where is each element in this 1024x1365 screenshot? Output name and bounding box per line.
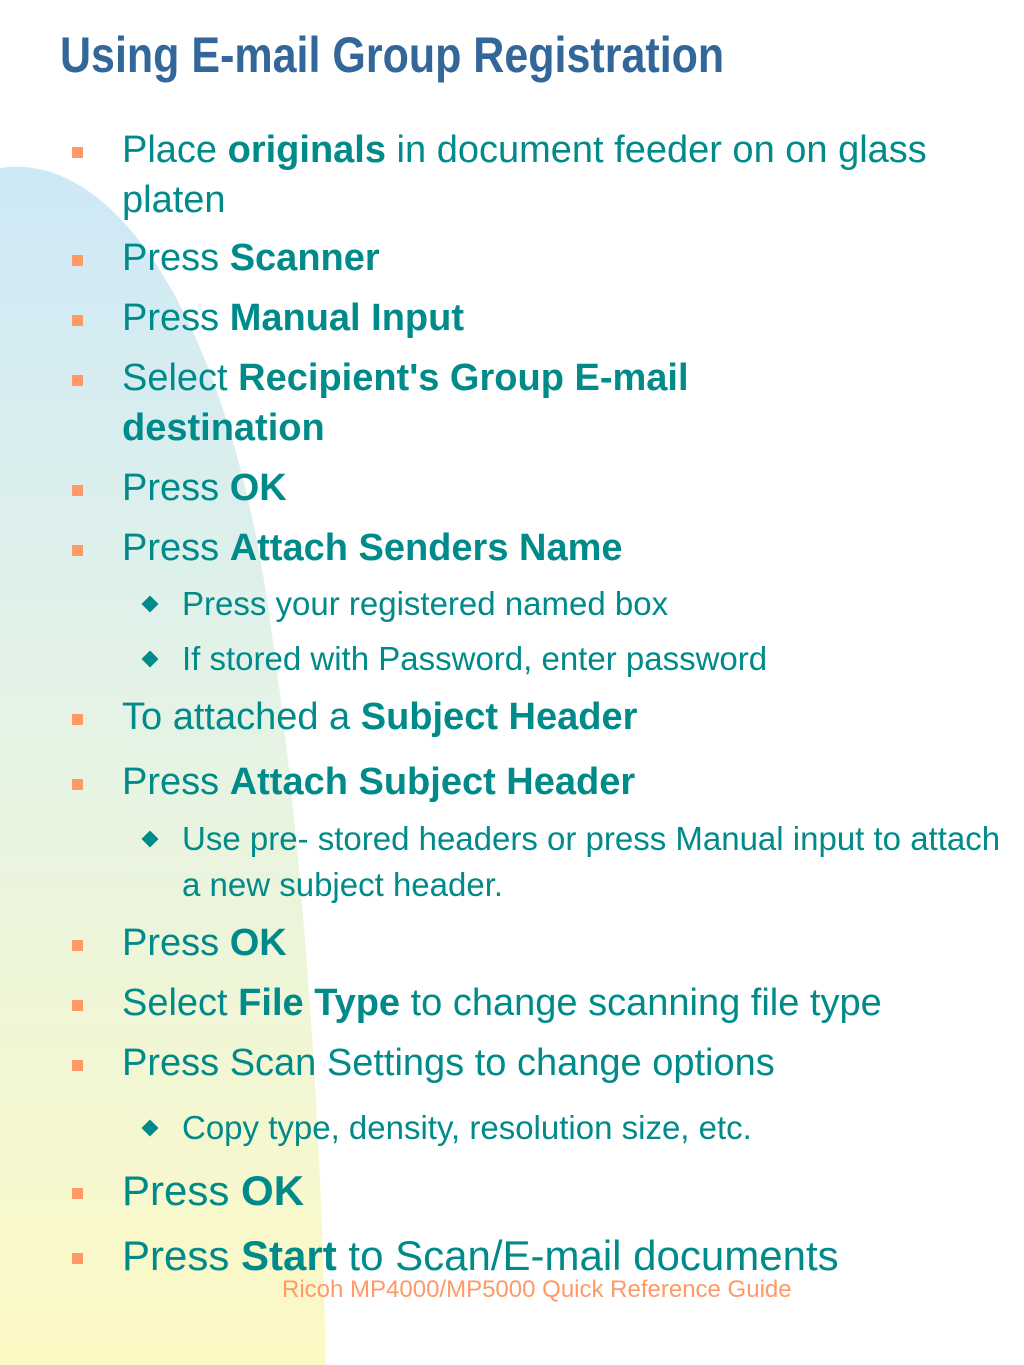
page-title: Using E-mail Group Registration [60, 27, 725, 83]
footer-caption: Ricoh MP4000/MP5000 Quick Reference Guide [282, 1276, 792, 1303]
bullet-subject-header [122, 692, 1002, 742]
bullet-attach-senders-name [122, 523, 1002, 573]
subbullet-password [182, 636, 1002, 682]
bullet-bold-text: Manual Input [229, 297, 465, 339]
subbullet-copy-type [182, 1105, 1002, 1151]
subbullet-text: If stored with Password, enter password [182, 640, 768, 677]
bullet-attach-subject-header [122, 757, 1002, 807]
bullet-text: Press [122, 297, 230, 339]
bullet-press-ok-2 [122, 918, 1002, 968]
bullet-press-manual-input [122, 293, 1002, 343]
bullet-text: Press [122, 467, 230, 509]
bullet-bold-text: File Type [238, 982, 401, 1024]
bullet-text: in document feeder on on glass platen [122, 129, 927, 221]
bullet-text: Press Scan Settings to change options [122, 1042, 775, 1084]
bullet-bold-text: Recipient's Group E-mail destination [122, 357, 689, 449]
bullet-text: Press [122, 527, 230, 569]
square-bullet-icon [72, 375, 83, 386]
bullet-text: Press [122, 761, 230, 803]
bullet-text: Select [122, 357, 239, 399]
square-bullet-icon [72, 315, 83, 326]
bullet-press-ok-1 [122, 463, 1002, 513]
square-bullet-icon [72, 255, 83, 266]
square-bullet-icon [72, 779, 83, 790]
subbullet-text: Use pre- stored headers or press Manual input to attach a new subject header. [182, 820, 1001, 903]
bullet-select-file-type [122, 978, 1002, 1028]
square-bullet-icon [72, 545, 83, 556]
square-bullet-icon [72, 1188, 83, 1199]
bullet-press-ok-3 [122, 1166, 1002, 1216]
bullet-bold-text: Start [241, 1232, 337, 1279]
subbullet-text: Press your registered named box [182, 585, 669, 622]
square-bullet-icon [72, 1060, 83, 1071]
bullet-scan-settings [122, 1038, 1002, 1088]
bullet-bold-text: Attach Subject Header [229, 761, 636, 803]
bullet-bold-text: Attach Senders Name [229, 527, 623, 569]
bullet-bold-text: originals [227, 129, 386, 171]
square-bullet-icon [72, 1000, 83, 1011]
bullet-bold-text: Scanner [229, 237, 380, 279]
bullet-text: Press [122, 1232, 242, 1279]
bullet-bold-text: OK [229, 922, 287, 964]
square-bullet-icon [72, 1253, 83, 1264]
bullet-press-start [122, 1231, 1002, 1281]
square-bullet-icon [72, 485, 83, 496]
square-bullet-icon [72, 147, 83, 158]
bullet-text: Press [122, 1167, 242, 1214]
bullet-bold-text: OK [241, 1167, 305, 1214]
subbullet-pre-stored-headers [182, 816, 1002, 908]
square-bullet-icon [72, 940, 83, 951]
bullet-text: Press [122, 922, 230, 964]
subbullet-registered-box [182, 581, 1002, 627]
bullet-text: to change scanning file type [400, 982, 882, 1024]
bullet-text: to Scan/E-mail documents [336, 1232, 839, 1279]
bullet-text: Place [122, 129, 228, 171]
square-bullet-icon [72, 714, 83, 725]
bullet-bold-text: Subject Header [360, 696, 638, 738]
subbullet-text: Copy type, density, resolution size, etc. [182, 1109, 752, 1146]
bullet-press-scanner [122, 233, 1002, 283]
bullet-bold-text: OK [229, 467, 287, 509]
bullet-text: Select [122, 982, 239, 1024]
bullet-text: Press [122, 237, 230, 279]
bullet-text: To attached a [122, 696, 361, 738]
bullet-place-originals [122, 125, 1002, 225]
bullet-select-recipient [122, 353, 762, 453]
